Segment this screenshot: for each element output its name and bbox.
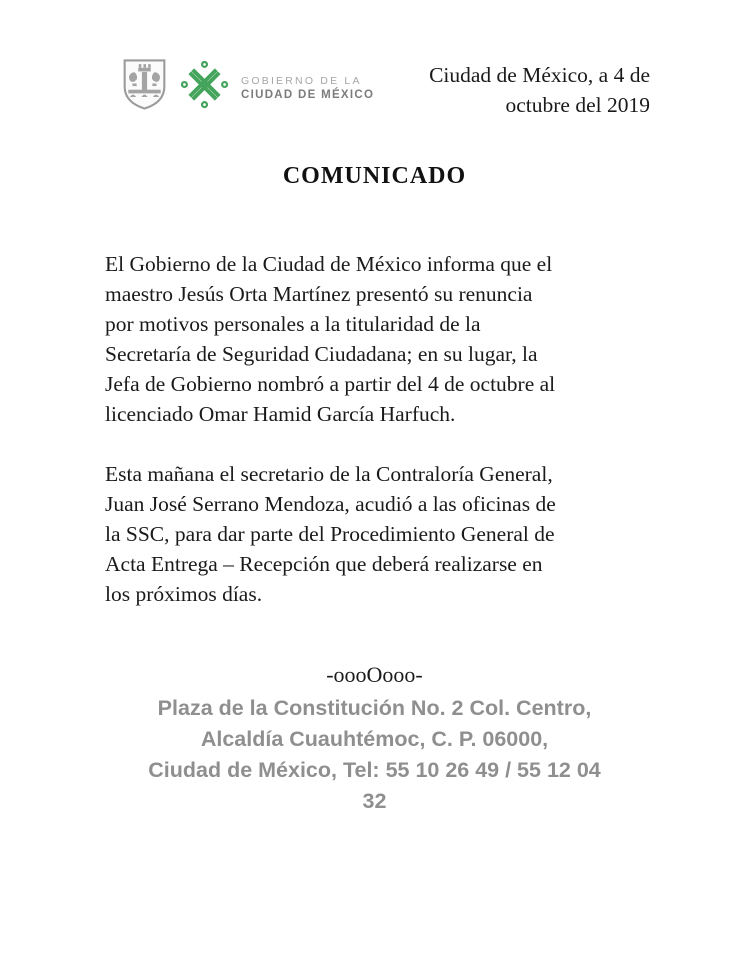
paragraph-line: Secretaría de Seguridad Ciudadana; en su lugar, la [105,342,538,366]
paragraph-line: los próximos días. [105,582,263,606]
cdmx-x-logo-icon [180,56,229,118]
footer-line: 32 [362,789,387,813]
org-line-2: CIUDAD DE MÉXICO [241,89,375,102]
org-line-1: GOBIERNO DE LA [241,75,362,88]
dateline-line-1: Ciudad de México, a 4 de [429,63,650,87]
coat-of-arms-shield-icon [121,58,168,116]
paragraph-2 [105,459,652,609]
paragraph-1 [105,249,652,429]
paragraph-line: El Gobierno de la Ciudad de México informa que el [105,252,553,276]
paragraph-line: la SSC, para dar parte del Procedimiento General de [105,522,555,546]
paragraph-line: licenciado Omar Hamid García Harfuch. [105,402,456,426]
paragraph-line: Juan José Serrano Mendoza, acudió a las oficinas de [105,492,556,516]
ooo-separator: -oooOooo- [326,662,423,687]
paragraph-line: Esta mañana el secretario de la Contraloría General, [105,462,553,486]
paragraph-line: Jefa de Gobierno nombró a partir del 4 de octubre al [105,372,556,396]
document-title: COMUNICADO [282,163,467,189]
dateline [429,60,650,120]
footer-line: Ciudad de México, Tel: 55 10 26 49 / 55 12 04 [148,758,601,782]
footer-line: Alcaldía Cuauhtémoc, C. P. 06000, [200,727,549,751]
dateline-line-2: octubre del 2019 [505,93,650,117]
footer-line: Plaza de la Constitución No. 2 Col. Centro, [157,696,592,720]
paragraph-line: por motivos personales a la titularidad de la [105,312,481,336]
cdmx-government-logo [121,56,374,118]
gov-org-name [241,71,374,103]
footer-address [0,693,749,817]
paragraph-line: maestro Jesús Orta Martínez presentó su renuncia [105,282,533,306]
paragraph-line: Acta Entrega – Recepción que deberá realizarse en [105,552,543,576]
